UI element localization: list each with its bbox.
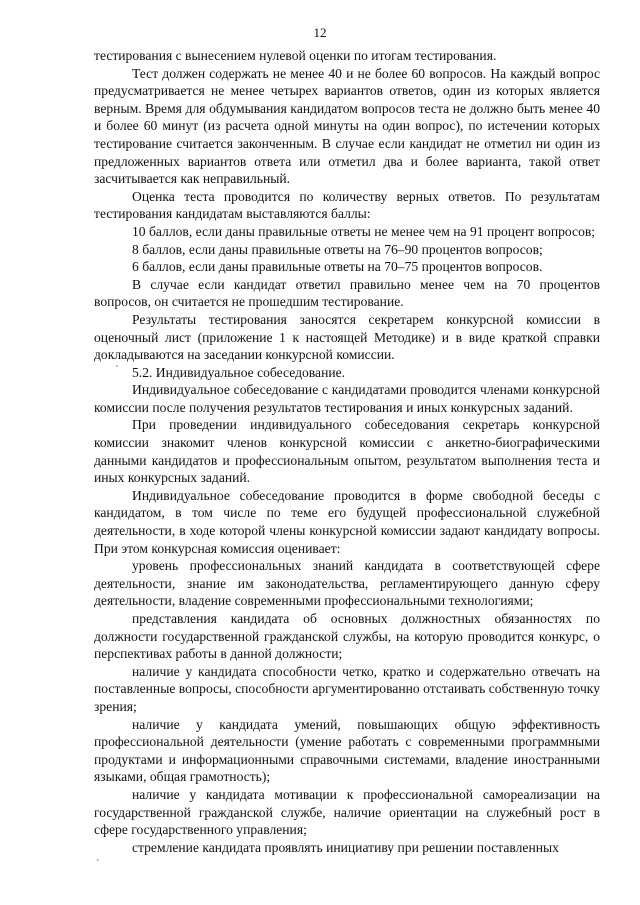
- scan-mark-top: ˋ: [115, 364, 119, 376]
- paragraph-criterion-initiative: стремление кандидата проявлять инициативу при решении поставленных: [132, 839, 559, 855]
- paragraph-score-10: 10 баллов, если даны правильные ответы не менее чем на 91 процент вопросов;: [132, 223, 596, 239]
- paragraph-continuation: тестирования с вынесением нулевой оценки по итогам тестирования.: [94, 48, 497, 63]
- paragraph-criterion-answers: наличие у кандидата способности четко, кратко и содержательно отвечать на поставленные вопросы, способности аргументированно отстаивать собственную точку зрения;: [94, 663, 600, 714]
- paragraph-test-requirements: Тест должен содержать не менее 40 и не более 60 вопросов. На каждый вопрос предусматривается не менее четырех вариантов ответов, один из которых является верным. Время для обдумывания кандидатом вопросов теста не должно быть менее 40 и более 60 минут (из расчета одной минуты на один вопрос), по истечении которых тестирование считается законченным. В случае если кандидат не отметил ни один из предложенных вариантов ответа или отметил два и более варианта, такой ответ засчитывается как неправильный.: [94, 65, 600, 187]
- page-number: 12: [313, 25, 327, 40]
- paragraph-failed-test: В случае если кандидат ответил правильно менее чем на 70 процентов вопросов, он считается не прошедшим тестирование.: [94, 276, 600, 310]
- paragraph-criterion-duties: представления кандидата об основных должностных обязанностях по должности государственной гражданской службы, на которую проводится конкурс, о перспективах работы в данной должности;: [94, 611, 600, 662]
- paragraph-criterion-skills: наличие у кандидата умений, повышающих общую эффективность профессиональной деятельности (умение работать с современными программными продуктами и информационными справочными системами, владение иностранными языками, общая грамотность);: [94, 716, 600, 785]
- paragraph-interview-conducted: Индивидуальное собеседование с кандидатами проводится членами конкурсной комиссии после получения результатов тестирования и иных конкурсных заданий.: [94, 382, 600, 415]
- paragraph-interview-secretary: При проведении индивидуального собеседования секретарь конкурсной комиссии знакомит членов конкурсной комиссии с анкетно-биографическими данными кандидатов и профессиональным опытом, результатом выполнения теста и иных конкурсных заданий.: [94, 417, 600, 486]
- paragraph-interview-form: Индивидуальное собеседование проводится в форме свободной беседы с кандидатом, в том числе по теме его будущей профессиональной служебной деятельности, в ходе которой члены конкурсной комиссии задают кандидату вопросы. При этом конкурсная комиссия оценивает:: [94, 487, 600, 556]
- paragraph-criterion-motivation: наличие у кандидата мотивации к профессиональной самореализации на государственной гражданской службе, наличие ориентации на служебный рост в сфере государственного управления;: [94, 786, 600, 838]
- paragraph-score-8: 8 баллов, если даны правильные ответы на 76–90 процентов вопросов;: [132, 241, 543, 257]
- paragraph-criterion-knowledge: уровень профессиональных знаний кандидата в соответствующей сфере деятельности, знание им законодательства, регламентирующего данную сферу деятельности, владение современными профессиональными технологиями;: [94, 558, 600, 609]
- paragraph-test-scoring: Оценка теста проводится по количеству верных ответов. По результатам тестирования кандидатам выставляются баллы:: [94, 188, 600, 222]
- scan-mark-bottom: ˋ: [96, 858, 100, 870]
- section-heading-interview: 5.2. Индивидуальное собеседование.: [132, 364, 346, 380]
- body-text: [94, 47, 600, 856]
- paragraph-score-6: 6 баллов, если даны правильные ответы на 70–75 процентов вопросов.: [132, 259, 543, 275]
- paragraph-test-results: Результаты тестирования заносятся секретарем конкурсной комиссии в оценочный лист (приложение 1 к настоящей Методике) и в виде краткой справки докладываются на заседании конкурсной комиссии.: [94, 311, 600, 363]
